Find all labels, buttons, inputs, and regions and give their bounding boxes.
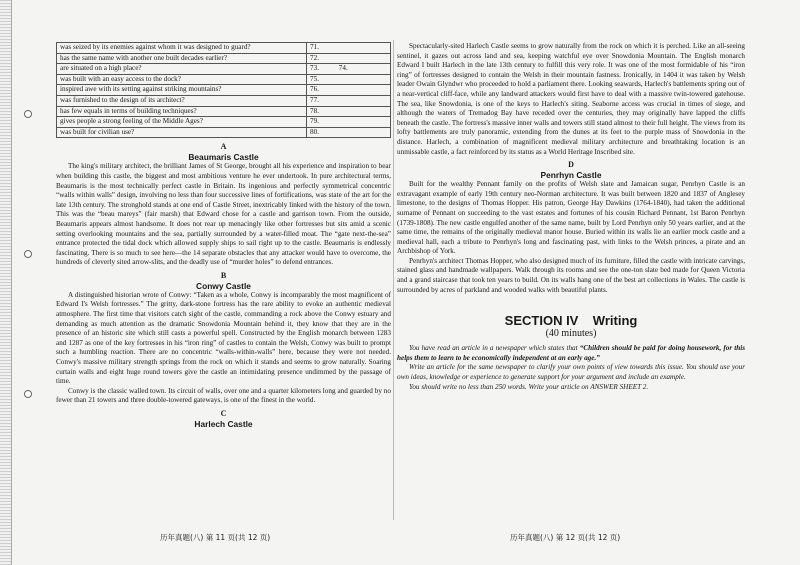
section-title-c: Harlech Castle bbox=[194, 419, 253, 429]
answer-blank[interactable] bbox=[307, 74, 391, 85]
table-row bbox=[57, 85, 391, 96]
paragraph: A distinguished historian wrote of Conwy: “Taken as a whole, Conwy is incomparably the most magnificent of Edward I's Welsh fortresses.” The gritty, dark-stone fortress has the rare ability to evoke an authentic medieval atmosphere. The first time that visitors catch sight of the castle, commanding a rock above the Conwy estuary and demanding as much attention as the dramatic Snowdonia Mountain behind it, they know that they are in the presence of an historic site which still casts a powerful spell. Constructed by the English monarch between 1283 and 1287 as one of the key fortresses in his “iron ring” of castles to contain the Welsh, Conwy was built to prompt such a humbling reaction. There are no concentric “walls-within-walls” here, because they were not needed. Conwy's massive military strength springs from the rock on which it stands and seems to grow naturally. Soaring curtain walls and eight huge round towers give the castle an intimidating presence undimmed by the passage of time. bbox=[56, 290, 391, 386]
question-number: 76. bbox=[310, 85, 319, 94]
question-text: was built for civilian use? bbox=[57, 127, 307, 138]
table-row bbox=[57, 64, 391, 75]
answer-blank[interactable] bbox=[307, 127, 391, 138]
answer-blank[interactable] bbox=[307, 43, 391, 54]
answer-blank[interactable] bbox=[307, 53, 391, 64]
question-number: 71. bbox=[310, 43, 319, 51]
question-text: was built with an easy access to the dock? bbox=[57, 74, 307, 85]
question-number: 78. bbox=[310, 106, 319, 115]
question-text: are situated on a high place? bbox=[57, 64, 307, 75]
paragraph: The king's military architect, the brilliant James of St George, brought all his experience and inspiration to bear when building this castle, the biggest and most ambitious venture he ever undertook. In pure architectural terms, Beaumaris is the most technically perfect castle in Britain. Its ingenious and perfectly symmetrical concentric “walls within walls” design, involving no less than four successive lines of fortifications, was state of the art for the late 13th century. The stronghold stands at one end of Castle Street, inextricably linked with the history of the town. This was the “beau mareys” (fair marsh) that Edward chose for a castle and garrison town. From the outside, Beaumaris appears almost handsome. It does not rear up menacingly like other fortresses but sits amid a scenic setting overlooking mountains and the sea, partially surrounded by a water-filled moat. The “gate next-the-sea” entrance protected the tidal dock which allowed supply ships to sail right up to the castle. Beaumaris is endlessly fascinating. There is so much to see here—the 14 separate obstacles that any attacker would have to overcome, the hundreds of cleverly sited arrow-slits, and the deadly use of “murder holes” to defend entrances. bbox=[56, 162, 391, 267]
punch-hole bbox=[24, 250, 32, 258]
table-row bbox=[57, 117, 391, 128]
table-row bbox=[57, 53, 391, 64]
table-row bbox=[57, 106, 391, 117]
answer-blank[interactable] bbox=[307, 106, 391, 117]
binding-edge bbox=[0, 0, 12, 565]
prompt-quote: “Children should be paid for doing housework, for this helps them to learn to be economically independent at an early age.” bbox=[397, 344, 746, 362]
table-row bbox=[57, 43, 391, 54]
question-number: 77. bbox=[310, 95, 319, 104]
writing-time: (40 minutes) bbox=[545, 328, 597, 340]
question-text: gives people a strong feeling of the Middle Ages? bbox=[57, 117, 307, 128]
writing-section-title: SECTION IV Writing bbox=[504, 313, 638, 329]
answer-blank[interactable] bbox=[307, 85, 391, 96]
paragraph: Built for the wealthy Pennant family on the profits of Welsh slate and Jamaican sugar, Penrhyn Castle is an extravagant example of early 19th century neo-Norman architecture. It was built between 1820 and 1837 of Anglesey limestone, to the designs of Thomas Hopper. His patron, George Hay Dawkins (1764-1840), had taken the additional surname of Pennant on succeeding to the vast estates and fortunes of his cousin Richard Pennant, 1st Baron Penrhyn (1739-1808). The new castle engulfed another of the same name, built by Lord Penrhyn only 50 years earlier, and at the same time, the remains of the originally medieval manor house. Buried within its walls lie an earlier mock castle and a medieval hall, each a tribute to Penrhyn's long and fascinating past, with links to the Welsh princes, a pirate and an Archbishop of York. bbox=[397, 180, 745, 256]
section-letter-c: C bbox=[220, 409, 227, 418]
question-number: 79. bbox=[310, 117, 319, 126]
page-divider bbox=[393, 40, 394, 520]
paragraph: Spectacularly-sited Harlech Castle seems to grow naturally from the rock on which it is perched. Like an all-seeing sentinel, it gazes out across land and sea, keeping watchful eye over Snowdonia Mountain. The English monarch Edward I built Harlech in the late 13th century to fulfill this very role. It was one of the most formidable of his “iron ring” of fortresses designed to contain the Welsh in their mountain fastness. Ironically, in 1404 it was taken by Welsh leader Owain Glyndwr who proceeded to hold a parliament there. Looking seawards, Harlech's battlements spring out of a near-vertical cliff-face, while any landward attackers would first have to deal with a massive twin-towered gatehouse. The sea, like Snowdonia, is one of the keys to Harlech's siting. Seaborne access was crucial in times of siege, and although the waters of Tremadog Bay have receded over the centuries, they may originally have lapped the cliffs beneath the castle. The fortress's massive inner walls and towers still stand almost to their full height. The views from its lofty battlements are truly panoramic, extending from the dunes at its feet to the purple mass of Snowdonia in the distance. Harlech, a combination of magnificent medieval military architecture and breathtaking location is an unmissable castle, a fact reinforced by its status as a World Heritage Inscribed site. bbox=[397, 42, 745, 156]
right-column bbox=[397, 42, 745, 392]
section-title-a: Beaumaris Castle bbox=[188, 152, 259, 163]
question-table bbox=[56, 42, 391, 138]
paragraph: Penrhyn's architect Thomas Hopper, who also designed much of its furniture, filled the castle with intricate carvings, stained glass and handmade wallpapers. Walk through its rooms and see the one-ton slate bed made for Queen Victoria and a grand staircase that took ten years to build. On its walls hang one of the best art collections in Wales. The castle is surrounded by acres of parkland and wooded walks with beautiful plants. bbox=[397, 256, 745, 294]
answer-blank[interactable] bbox=[307, 64, 391, 75]
question-number: 73. bbox=[310, 64, 319, 73]
question-text: inspired awe with its setting against striking mountains? bbox=[57, 85, 307, 96]
question-text: was seized by its enemies against whom it was designed to guard? bbox=[57, 43, 307, 54]
footer-right: 历年真题(八) 第 12 页(共 12 页) bbox=[510, 533, 621, 542]
punch-hole bbox=[24, 390, 32, 398]
question-text: has the same name with another one built decades earlier? bbox=[57, 53, 307, 64]
section-letter-a: A bbox=[220, 142, 227, 152]
question-number: 72. bbox=[310, 53, 319, 62]
footer-left: 历年真题(八) 第 11 页(共 12 页) bbox=[160, 533, 271, 542]
answer-blank[interactable] bbox=[307, 117, 391, 128]
table-row bbox=[57, 95, 391, 106]
section-letter-d: D bbox=[568, 160, 574, 170]
writing-instructions: Write an article for the same newspaper to clarify your own points of view towards this issue. You should use your own ideas, knowledge or experience to generate support for your argument and include an example. bbox=[397, 363, 745, 382]
punch-hole bbox=[24, 110, 32, 118]
prompt-intro: You have read an article in a newspaper which states that bbox=[409, 344, 580, 353]
section-title-b: Conwy Castle bbox=[196, 280, 251, 291]
paragraph: Conwy is the classic walled town. Its circuit of walls, over one and a quarter kilometers long and guarded by no fewer than 21 towers and three double-towered gateways, is one of the finest in the world. bbox=[56, 386, 391, 405]
table-row bbox=[57, 74, 391, 85]
question-number: 75. bbox=[310, 74, 319, 83]
writing-prompt bbox=[397, 344, 745, 363]
left-column bbox=[56, 42, 391, 429]
answer-blank[interactable] bbox=[307, 95, 391, 106]
question-number: 80. bbox=[310, 127, 319, 136]
question-text: was furnished to the design of its architect? bbox=[57, 95, 307, 106]
writing-length: You should write no less than 250 words. Write your article on ANSWER SHEET 2. bbox=[409, 382, 649, 391]
question-number: 74. bbox=[338, 64, 348, 73]
question-text: has few equals in terms of building techniques? bbox=[57, 106, 307, 117]
punch-holes bbox=[24, 0, 34, 565]
section-letter-b: B bbox=[220, 270, 227, 280]
table-row bbox=[57, 127, 391, 138]
section-title-d: Penrhyn Castle bbox=[540, 170, 602, 181]
